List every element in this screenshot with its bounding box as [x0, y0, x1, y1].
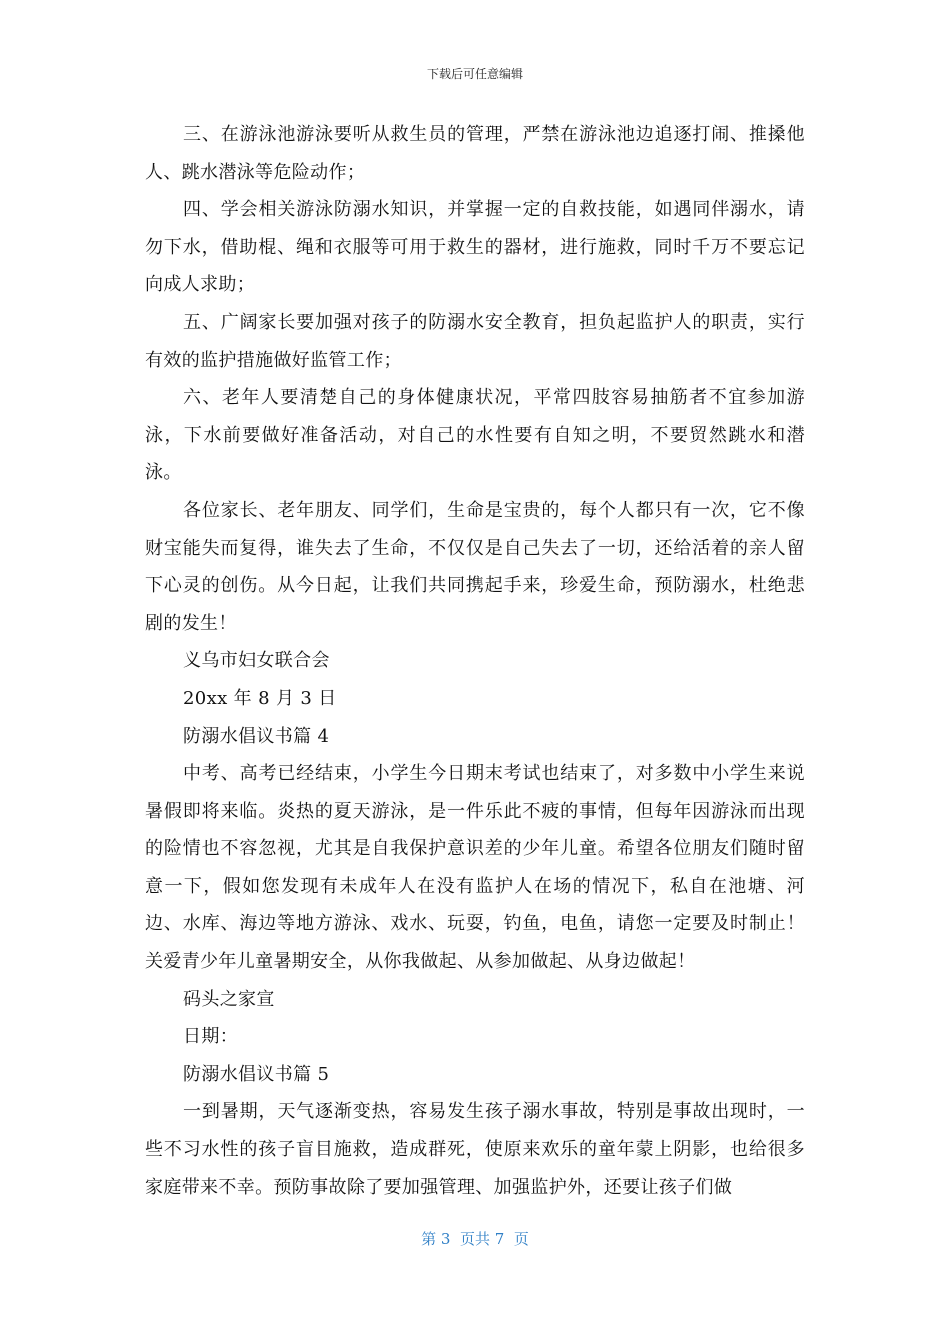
paragraph-section-4-body: 中考、高考已经结束，小学生今日期末考试也结束了，对多数中小学生来说暑假即将来临。炎热的夏天游泳，是一件乐此不疲的事情，但每年因游泳而出现的险情也不容忽视，尤其是自我保护意识差的少年儿童。希望各位朋友们随时留意一下，假如您发现有未成年人在没有监护人在场的情况下，私自在池塘、河边、水库、海边等地方游泳、戏水、玩耍，钓鱼，电鱼，请您一定要及时制止！关爱青少年儿童暑期安全，从你我做起、从参加做起、从身边做起！ [145, 763, 805, 973]
paragraph-section-5-body: 一到暑期，天气逐渐变热，容易发生孩子溺水事故，特别是事故出现时，一些不习水性的孩子盲目施救，造成群死，使原来欢乐的童年蒙上阴影，也给很多家庭带来不幸。预防事故除了要加强管理、加强监护外，还要让孩子们做 [145, 1101, 805, 1198]
signature-date: 20xx 年 8 月 3 日 [183, 687, 337, 709]
paragraph-rule-6: 六、老年人要清楚自己的身体健康状况，平常四肢容易抽筋者不宜参加游泳，下水前要做好准备活动，对自己的水性要有自知之明，不要贸然跳水和潜泳。 [145, 387, 805, 484]
section-title-5: 防溺水倡议书篇 5 [183, 1063, 330, 1085]
paragraph-rule-3: 三、在游泳池游泳要听从救生员的管理，严禁在游泳池边追逐打闹、推搡他人、跳水潜泳等危险动作； [145, 124, 805, 183]
paragraph-rule-4: 四、学会相关游泳防溺水知识，并掌握一定的自救技能，如遇同伴溺水，请勿下水，借助棍、绳和衣服等可用于救生的器材，进行施救，同时千万不要忘记向成人求助； [145, 199, 805, 296]
section-title-4: 防溺水倡议书篇 4 [183, 725, 330, 747]
signature-publisher: 码头之家宣 [183, 988, 275, 1010]
paragraph-closing-appeal: 各位家长、老年朋友、同学们，生命是宝贵的，每个人都只有一次，它不像财宝能失而复得，谁失去了生命，不仅仅是自己失去了一切，还给活着的亲人留下心灵的创伤。从今日起，让我们共同携起手来，珍爱生命，预防溺水，杜绝悲剧的发生！ [145, 499, 805, 634]
signature-date-label: 日期： [183, 1026, 239, 1048]
document-body [145, 116, 805, 1206]
paragraph-rule-5: 五、广阔家长要加强对孩子的防溺水安全教育，担负起监护人的职责，实行有效的监护措施做好监管工作； [145, 311, 805, 371]
page-header: 下载后可任意编辑 [426, 67, 523, 81]
page-footer: 第 3 页共 7 页 [421, 1230, 529, 1248]
signature-organization: 义乌市妇女联合会 [183, 650, 330, 672]
